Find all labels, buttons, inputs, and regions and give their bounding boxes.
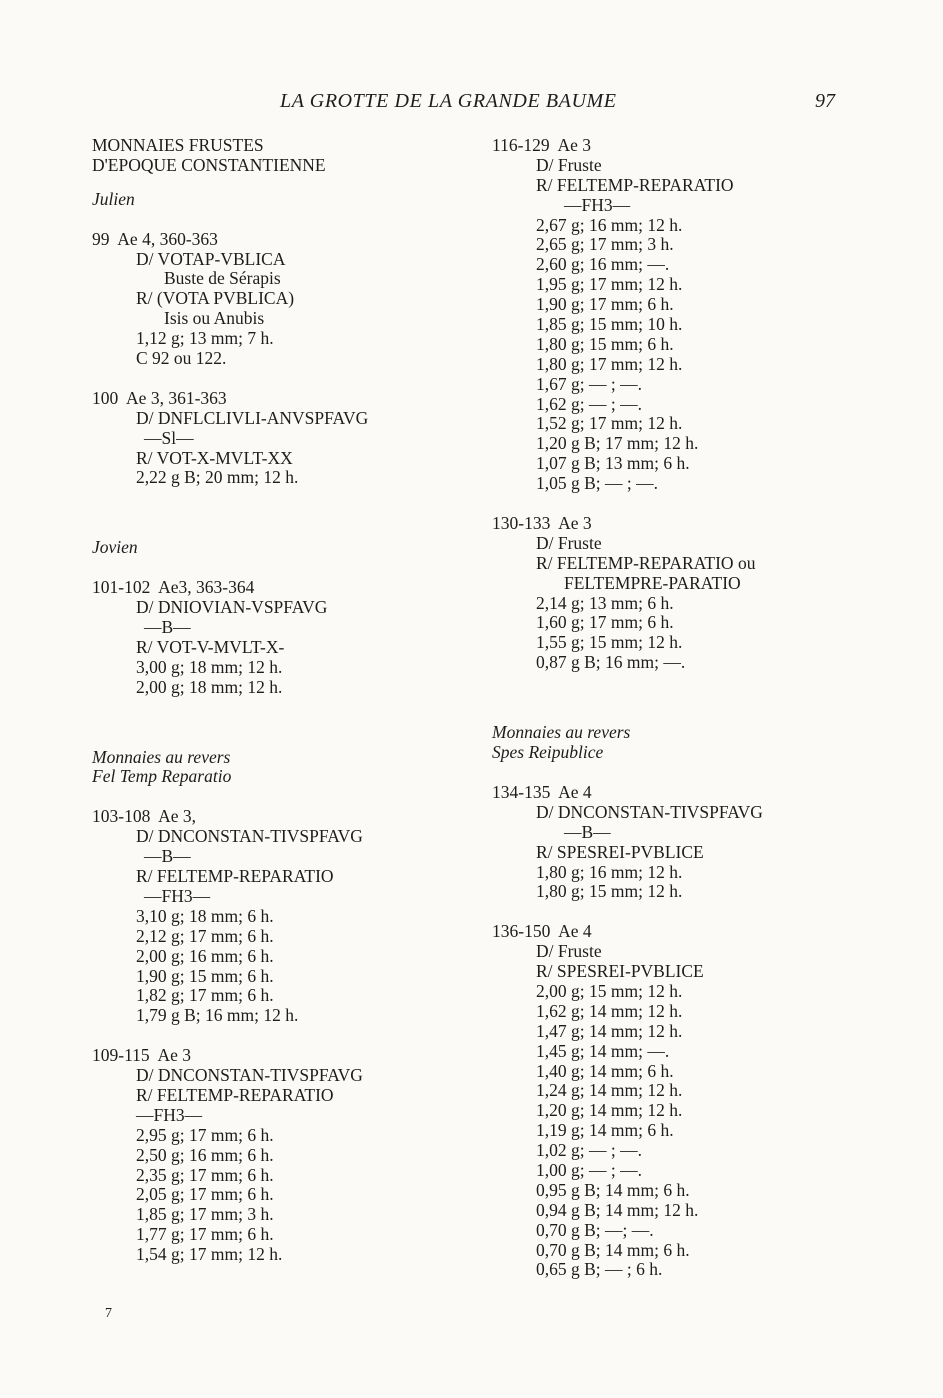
reverse-legend: R/ SPESREI-PVBLICE [536, 961, 704, 982]
entry-denomination: Ae 4 [558, 781, 592, 802]
entry-number: 100 [92, 387, 119, 408]
coin-data: 2,12 g; 17 mm; 6 h. [136, 925, 274, 946]
coin-data: 2,05 g; 17 mm; 6 h. [136, 1184, 274, 1205]
coin-data: 1,12 g; 13 mm; 7 h. [136, 328, 274, 349]
entry-number: 99 [92, 228, 110, 249]
coin-entry [92, 807, 462, 1026]
coin-data: 1,00 g; — ; —. [536, 1159, 642, 1180]
left-column [92, 136, 462, 1265]
coin-data: 1,62 g; 14 mm; 12 h. [536, 1000, 683, 1021]
reverse-legend: R/ FELTEMP-REPARATIO [536, 174, 734, 195]
coin-data: 1,05 g B; — ; —. [536, 473, 659, 494]
coin-entry [92, 578, 462, 697]
coin-data: 1,85 g; 15 mm; 10 h. [536, 314, 683, 335]
entry-denomination: Ae 3, [158, 806, 197, 827]
coin-data: 0,94 g B; 14 mm; 12 h. [536, 1199, 699, 1220]
coin-data: 1,67 g; — ; —. [536, 373, 642, 394]
coin-data: 1,60 g; 17 mm; 6 h. [536, 612, 674, 633]
reverse-legend: R/ VOT-V-MVLT-X- [136, 636, 285, 657]
mint-mark: —B— [564, 821, 611, 842]
reverse-legend: R/ SPESREI-PVBLICE [536, 841, 704, 862]
coin-reference: C 92 ou 122. [136, 348, 227, 369]
reverse-legend: R/ (VOTA PVBLICA) [136, 288, 295, 309]
coin-data: 1,80 g; 16 mm; 12 h. [536, 861, 683, 882]
coin-data: 1,62 g; — ; —. [536, 393, 642, 414]
entry-number: 130-133 [492, 513, 551, 534]
coin-data: 1,85 g; 17 mm; 3 h. [136, 1204, 274, 1225]
obverse-legend: D/ DNFLCLIVLI-ANVSPFAVG [136, 407, 369, 428]
obverse-legend: D/ Fruste [536, 532, 602, 553]
coin-data: 1,47 g; 14 mm; 12 h. [536, 1020, 683, 1041]
coin-data: 1,54 g; 17 mm; 12 h. [136, 1244, 283, 1265]
mint-mark: —FH3— [564, 194, 631, 215]
coin-data: 3,10 g; 18 mm; 6 h. [136, 905, 274, 926]
coin-data: 0,70 g B; —; —. [536, 1219, 654, 1240]
right-column [492, 136, 912, 1280]
entry-number: 109-115 [92, 1045, 150, 1066]
coin-entry [492, 922, 912, 1280]
entry-denomination: Ae 3 [557, 135, 592, 155]
reverse-legend: R/ FELTEMP-REPARATIO ou [536, 552, 756, 573]
coin-data: 1,80 g; 15 mm; 12 h. [536, 881, 683, 902]
coin-data: 1,07 g B; 13 mm; 6 h. [536, 453, 690, 474]
obverse-legend: D/ DNCONSTAN-TIVSPFAVG [136, 826, 363, 847]
series-heading: Monnaies au revers [92, 746, 231, 767]
coin-data: 2,00 g; 15 mm; 12 h. [536, 980, 683, 1001]
obverse-legend: D/ DNCONSTAN-TIVSPFAVG [136, 1065, 363, 1086]
entry-denomination: Ae3, 363-364 [158, 577, 255, 598]
entry-denomination: Ae 4 [558, 921, 592, 942]
coin-data: 1,82 g; 17 mm; 6 h. [136, 985, 274, 1006]
running-title: LA GROTTE DE LA GRANDE BAUME [280, 90, 617, 112]
coin-data: 1,55 g; 15 mm; 12 h. [536, 632, 683, 653]
coin-data: 1,02 g; — ; —. [536, 1140, 642, 1161]
entry-denomination: Ae 4, 360-363 [117, 228, 218, 249]
coin-data: 1,52 g; 17 mm; 12 h. [536, 413, 683, 434]
entry-denomination: Ae 3, 361-363 [126, 387, 227, 408]
coin-data: 0,65 g B; — ; 6 h. [536, 1259, 663, 1280]
section-title: D'EPOQUE CONSTANTIENNE [92, 154, 326, 175]
coin-data: 2,22 g B; 20 mm; 12 h. [136, 467, 299, 488]
coin-entry [92, 230, 462, 369]
coin-entry [492, 136, 912, 494]
series-heading: Fel Temp Reparatio [92, 766, 232, 787]
reverse-legend-variant: FELTEMPRE-PARATIO [564, 572, 741, 593]
entry-number: 103-108 [92, 806, 151, 827]
coin-data: 1,90 g; 17 mm; 6 h. [536, 294, 674, 315]
coin-data: 2,65 g; 17 mm; 3 h. [536, 234, 674, 255]
obverse-legend: D/ Fruste [536, 154, 602, 175]
coin-entry [92, 1046, 462, 1265]
reverse-legend: R/ FELTEMP-REPARATIO [136, 866, 334, 887]
coin-data: 0,87 g B; 16 mm; —. [536, 652, 686, 673]
mint-mark: —FH3— [136, 1104, 203, 1125]
section-title: MONNAIES FRUSTES [92, 135, 264, 155]
coin-data: 1,77 g; 17 mm; 6 h. [136, 1224, 274, 1245]
entry-denomination: Ae 3 [558, 513, 592, 534]
mint-mark: —B— [144, 846, 191, 867]
entry-number: 116-129 [492, 135, 550, 155]
emperor-heading: Jovien [92, 537, 138, 558]
obverse-legend: D/ DNIOVIAN-VSPFAVG [136, 597, 328, 618]
mint-mark: —Sl— [144, 427, 194, 448]
coin-data: 2,00 g; 16 mm; 6 h. [136, 945, 274, 966]
coin-entry [92, 389, 462, 488]
obverse-legend: D/ Fruste [536, 941, 602, 962]
reverse-description: Isis ou Anubis [164, 308, 265, 329]
entry-number: 101-102 [92, 577, 151, 598]
coin-data: 2,00 g; 18 mm; 12 h. [136, 676, 283, 697]
coin-data: 2,50 g; 16 mm; 6 h. [136, 1144, 274, 1165]
coin-data: 1,80 g; 15 mm; 6 h. [536, 333, 674, 354]
coin-data: 1,90 g; 15 mm; 6 h. [136, 965, 274, 986]
coin-data: 1,80 g; 17 mm; 12 h. [536, 353, 683, 374]
coin-data: 2,14 g; 13 mm; 6 h. [536, 592, 674, 613]
coin-data: 2,60 g; 16 mm; —. [536, 254, 670, 275]
entry-denomination: Ae 3 [157, 1045, 192, 1066]
coin-data: 2,35 g; 17 mm; 6 h. [136, 1164, 274, 1185]
emperor-heading: Julien [92, 188, 135, 209]
series-heading: Spes Reipublice [492, 742, 604, 763]
entry-number: 134-135 [492, 781, 551, 802]
series-heading: Monnaies au revers [492, 722, 631, 743]
coin-entry [492, 514, 912, 673]
signature-mark: 7 [105, 1306, 112, 1321]
running-header [0, 90, 943, 116]
coin-data: 2,95 g; 17 mm; 6 h. [136, 1124, 274, 1145]
reverse-legend: R/ VOT-X-MVLT-XX [136, 447, 293, 468]
obverse-legend: D/ VOTAP-VBLICA [136, 248, 286, 269]
coin-data: 2,67 g; 16 mm; 12 h. [536, 214, 683, 235]
coin-data: 1,24 g; 14 mm; 12 h. [536, 1080, 683, 1101]
coin-data: 1,45 g; 14 mm; —. [536, 1040, 670, 1061]
coin-data: 3,00 g; 18 mm; 12 h. [136, 656, 283, 677]
coin-data: 1,79 g B; 16 mm; 12 h. [136, 1005, 299, 1026]
coin-data: 0,95 g B; 14 mm; 6 h. [536, 1179, 690, 1200]
mint-mark: —B— [144, 617, 191, 638]
obverse-legend: D/ DNCONSTAN-TIVSPFAVG [536, 801, 763, 822]
coin-entry [492, 783, 912, 902]
entry-number: 136-150 [492, 921, 551, 942]
coin-data: 1,20 g; 14 mm; 12 h. [536, 1100, 683, 1121]
coin-data: 0,70 g B; 14 mm; 6 h. [536, 1239, 690, 1260]
page-number: 97 [815, 90, 835, 112]
mint-mark: —FH3— [144, 885, 211, 906]
coin-data: 1,40 g; 14 mm; 6 h. [536, 1060, 674, 1081]
coin-data: 1,95 g; 17 mm; 12 h. [536, 274, 683, 295]
reverse-legend: R/ FELTEMP-REPARATIO [136, 1084, 334, 1105]
obverse-description: Buste de Sérapis [164, 268, 281, 289]
coin-data: 1,19 g; 14 mm; 6 h. [536, 1120, 674, 1141]
coin-data: 1,20 g B; 17 mm; 12 h. [536, 433, 699, 454]
